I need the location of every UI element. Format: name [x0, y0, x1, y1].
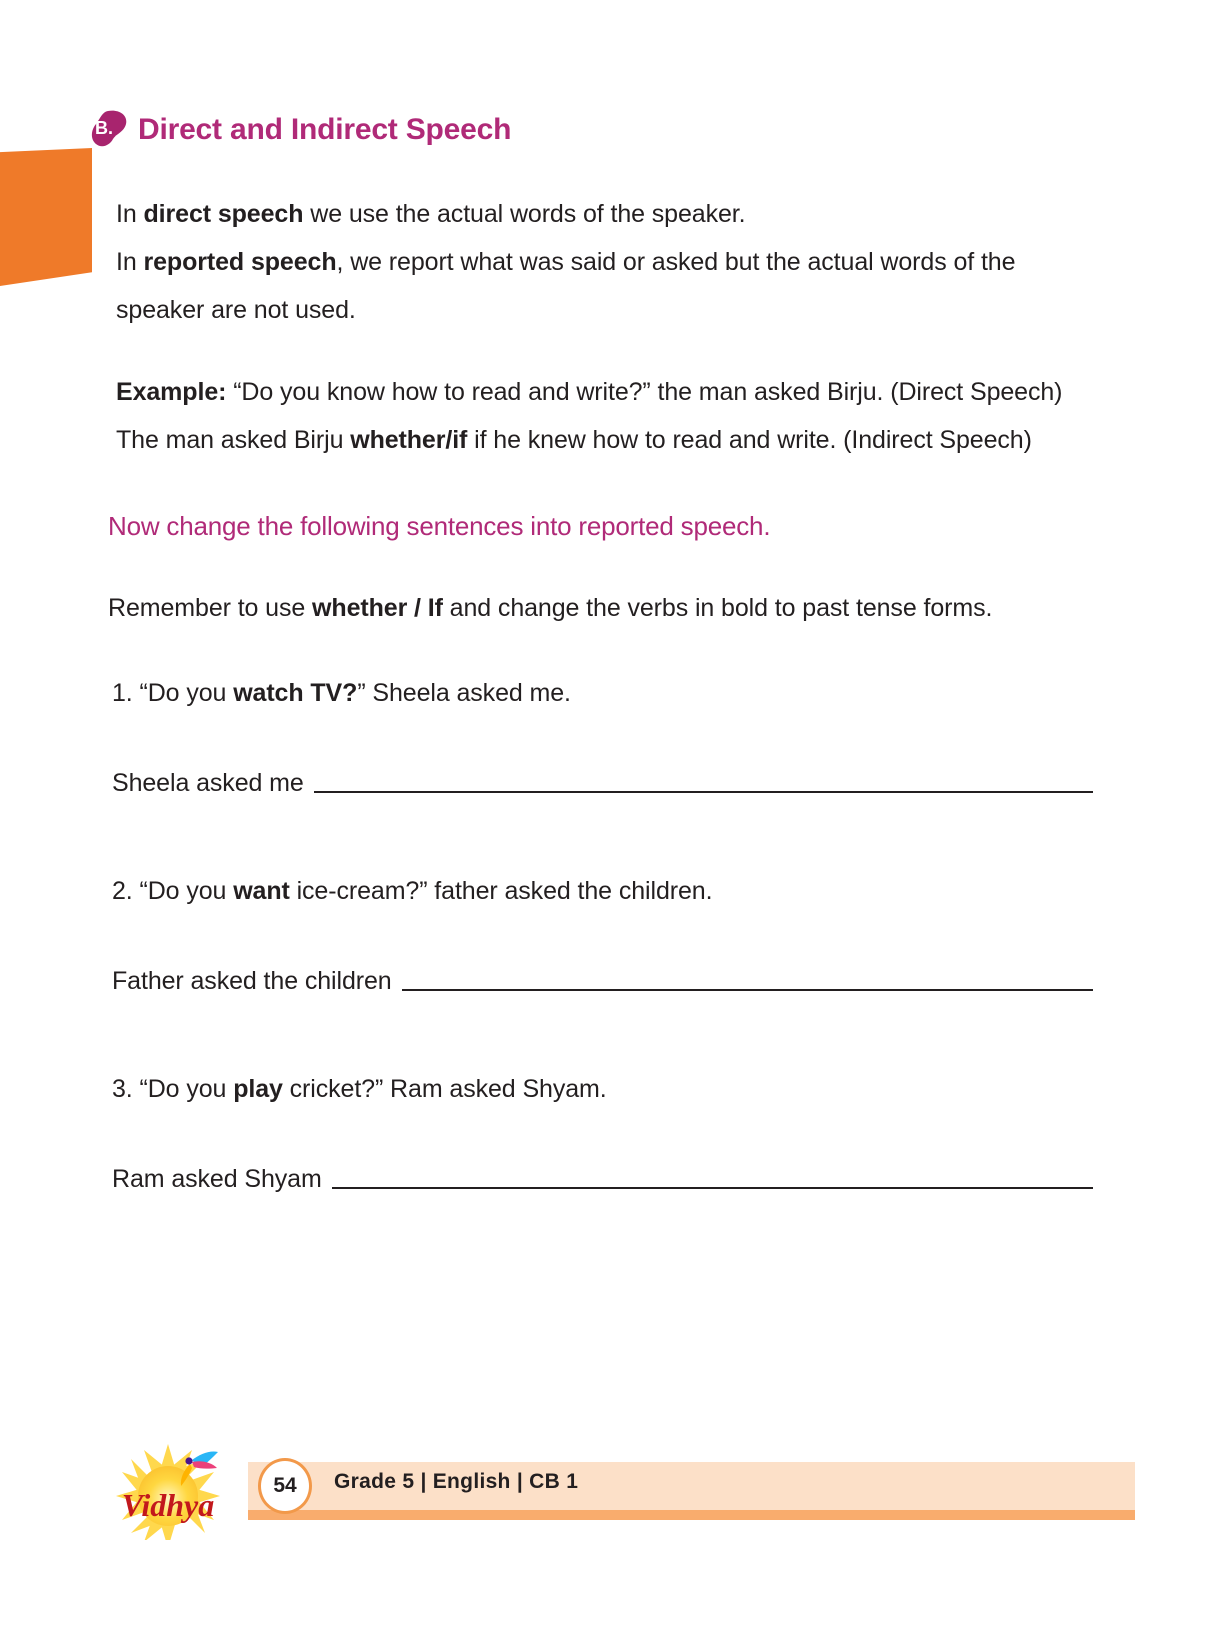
logo-wordmark: Vidhya [121, 1487, 215, 1523]
spacer [108, 996, 1093, 1072]
answer-row [108, 1164, 1093, 1194]
page-number-badge: 54 [258, 1458, 312, 1514]
intro-line-1 [108, 190, 1093, 238]
example-text-after: if he knew how to read and write. (Indirect Speech) [467, 426, 1032, 454]
answer-blank-line[interactable] [402, 988, 1093, 991]
question-number: 2. [112, 877, 133, 905]
question-prefix: “Do you [132, 679, 234, 707]
svg-text:B.: B. [95, 118, 113, 138]
intro-line1-prefix: In [116, 200, 144, 228]
page-heading [88, 108, 511, 152]
spacer [108, 710, 1093, 768]
example-bold-term: whether/if [350, 426, 468, 454]
question-bold: want [233, 877, 290, 905]
remember-suffix: and change the verbs in bold to past tense forms. [442, 594, 993, 622]
answer-label: Father asked the children [112, 967, 392, 995]
spacer [108, 632, 1093, 676]
intro-line1-suffix: we use the actual words of the speaker. [303, 200, 746, 228]
example-text: “Do you know how to read and write?” the man asked Birju. (Direct Speech) The man asked Birju [116, 378, 1063, 454]
spacer [108, 798, 1093, 874]
exercise-question [108, 676, 1093, 710]
remember-prefix: Remember to use [108, 594, 313, 622]
answer-label: Ram asked Shyam [112, 1165, 322, 1193]
intro-line1-bold: direct speech [143, 200, 304, 228]
page-title: Direct and Indirect Speech [138, 113, 512, 146]
example-label: Example: [116, 378, 227, 406]
footer-band-shadow [248, 1510, 1135, 1520]
intro-line2-suffix: , we report what was said or asked but the actual words of the speaker are not used. [116, 248, 1016, 324]
question-suffix: ” Sheela asked me. [357, 679, 571, 707]
question-number: 1. [112, 679, 133, 707]
vidhya-logo [88, 1430, 254, 1540]
question-prefix: “Do you [132, 1075, 234, 1103]
answer-blank-line[interactable] [332, 1186, 1093, 1189]
exercise-question [108, 1072, 1093, 1106]
answer-blank-line[interactable] [314, 790, 1093, 793]
question-suffix: ice-cream?” father asked the children. [289, 877, 713, 905]
answer-row [108, 966, 1093, 996]
remember-bold: whether / If [312, 594, 443, 622]
orange-tab-decoration [0, 148, 92, 286]
question-number: 3. [112, 1075, 133, 1103]
intro-line2-prefix: In [116, 248, 144, 276]
spacer [108, 1106, 1093, 1164]
pink-instruction-heading: Now change the following sentences into reported speech. [108, 511, 771, 541]
intro-line-2 [108, 238, 1093, 334]
question-suffix: cricket?” Ram asked Shyam. [282, 1075, 607, 1103]
spacer [108, 464, 1093, 508]
remember-note [108, 584, 1093, 632]
question-bold: play [233, 1075, 283, 1103]
question-prefix: “Do you [132, 877, 234, 905]
spacer [108, 544, 1093, 584]
exercise-question [108, 874, 1093, 908]
section-badge-icon [88, 108, 130, 152]
example-paragraph [108, 368, 1093, 464]
spacer [108, 334, 1093, 368]
content-body [108, 190, 1093, 1194]
answer-label: Sheela asked me [112, 769, 304, 797]
question-bold: watch TV? [233, 679, 358, 707]
answer-row [108, 768, 1093, 798]
intro-line2-bold: reported speech [143, 248, 337, 276]
spacer [108, 908, 1093, 966]
footer-imprint: Grade 5 | English | CB 1 [334, 1470, 579, 1493]
